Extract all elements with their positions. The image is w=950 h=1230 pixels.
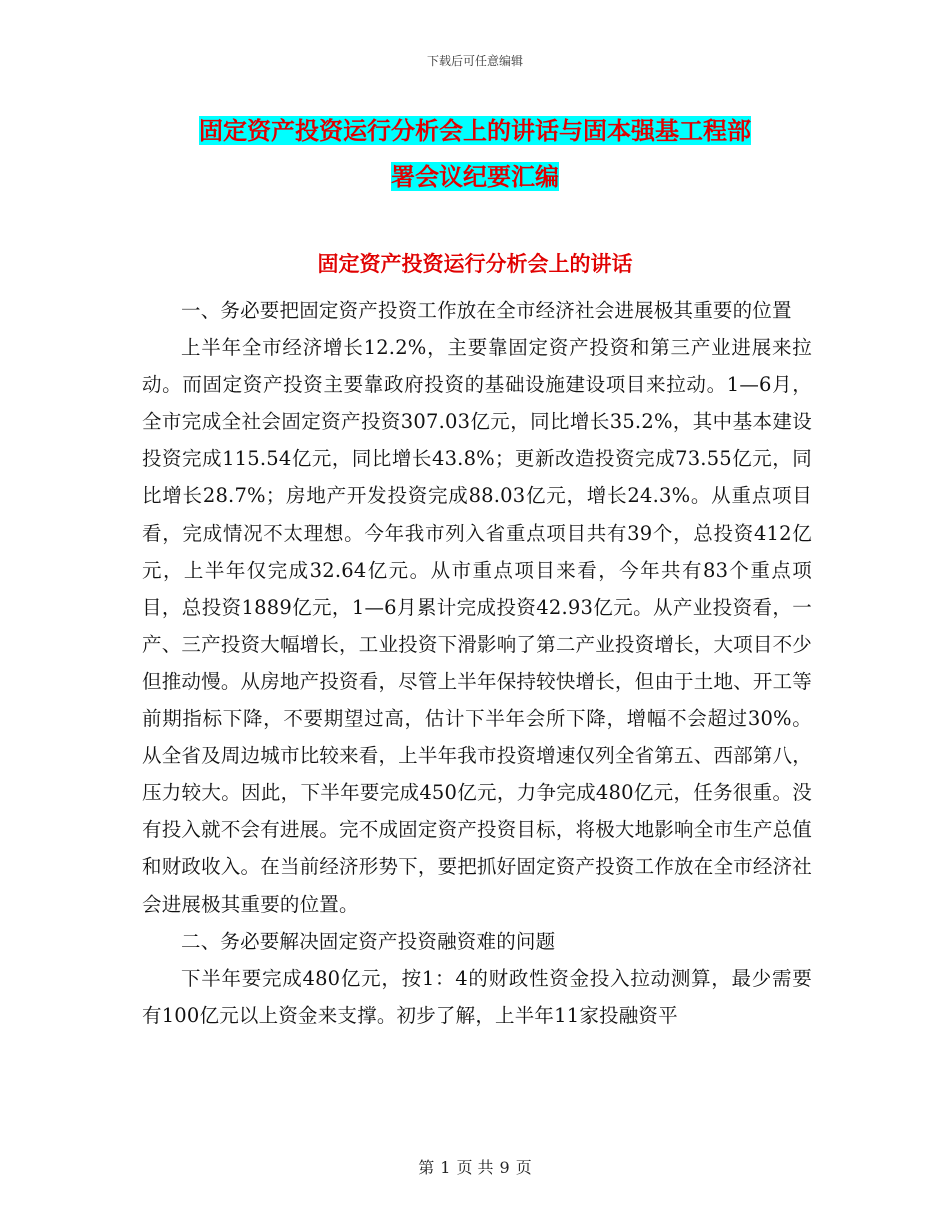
page-number: 1 xyxy=(440,1158,451,1177)
footer-prefix: 第 xyxy=(418,1158,435,1177)
header-note: 下载后可任意编辑 xyxy=(426,54,523,68)
title-line-2: 署会议纪要汇编 xyxy=(391,162,559,191)
paragraph-heading-1: 一、务必要把固定资产投资工作放在全市经济社会进展极其重要的位置 xyxy=(181,299,792,322)
paragraph: 上半年全市经济增长12.2%，主要靠固定资产投资和第三产业进展来拉动。而固定资产投资主要靠政府投资的基础设施建设项目来拉动。1—6月，全市完成全社会固定资产投资307.03亿元，同比增长35.2%，其中基本建设投资完成115.54亿元，同比增长43.8%；更新改造投资完成73.55亿元，同比增长28.7%；房地产开发投资完成88.03亿元，增长24.3%。从重点项目看，完成情况不太理想。今年我市列入省重点项目共有39个，总投资412亿元，上半年仅完成32.64亿元。从市重点项目来看，今年共有83个重点项目，总投资1889亿元，1—6月累计完成投资42.93亿元。从产业投资看，一产、三产投资大幅增长，工业投资下滑影响了第二产业投资增长，大项目不少但推动慢。从房地产投资看，尽管上半年保持较快增长，但由于土地、开工等前期指标下降，不要期望过高，估计下半年会所下降，增幅不会超过30%。从全省及周边城市比较来看，上半年我市投资增速仅列全省第五、西部第八，压力较大。因此，下半年要完成450亿元，力争完成480亿元，任务很重。没有投入就不会有进展。完不成固定资产投资目标，将极大地影响全市生产总值和财政收入。在当前经济形势下，要把抓好固定资产投资工作放在全市经济社会进展极其重要的位置。 xyxy=(142,336,812,916)
paragraph: 下半年要完成480亿元，按1：4的财政性资金投入拉动测算，最少需要有100亿元以上资金来支撑。初步了解，上半年11家投融资平 xyxy=(142,966,812,1027)
total-pages: 9 xyxy=(499,1158,510,1177)
title-line-1: 固定资产投资运行分析会上的讲话与固本强基工程部 xyxy=(199,116,751,145)
page-footer xyxy=(0,1155,950,1178)
paragraph-heading-2: 二、务必要解决固定资产投资融资难的问题 xyxy=(181,929,556,953)
footer-mid: 页 共 xyxy=(456,1158,494,1177)
body-text xyxy=(142,292,812,1034)
footer-suffix: 页 xyxy=(515,1158,532,1177)
section-title: 固定资产投资运行分析会上的讲话 xyxy=(317,251,633,276)
document-title xyxy=(150,108,800,200)
